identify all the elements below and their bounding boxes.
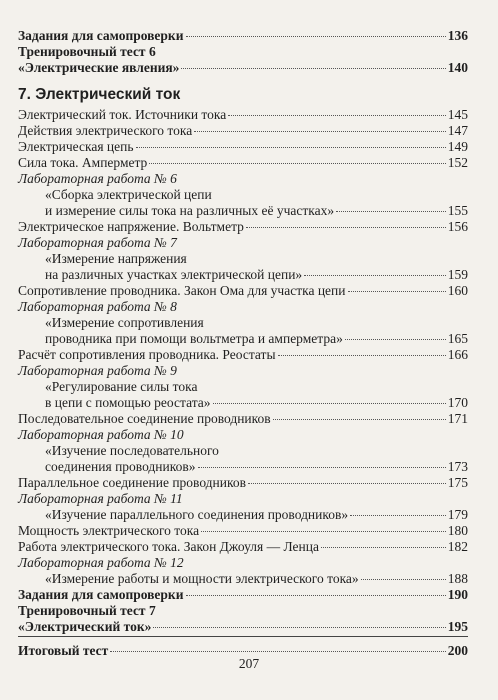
dot-leader [345,339,446,340]
toc-entry-page: 179 [447,507,468,522]
dot-leader [348,291,446,292]
toc-entry-page: 170 [447,395,468,410]
toc-entry [18,411,468,427]
toc-entry-page: 155 [447,203,468,218]
toc-entry-page: 180 [447,523,468,538]
toc-entry [18,427,468,443]
toc-entry-title: Электрическое напряжение. Вольтметр [18,219,244,234]
toc-entry-title: Действия электрического тока [18,123,193,138]
dot-leader [304,275,446,276]
toc-entry [18,123,468,139]
toc-entry-page: 188 [447,571,468,586]
toc-entry-title: «Измерение напряжения [45,251,187,266]
toc-entry-title: в цепи с помощью реостата» [45,395,211,410]
toc-entry-title: Задания для самопроверки [18,28,184,43]
dot-leader [246,227,446,228]
toc-entry-page: 175 [447,475,468,490]
toc-entry [18,107,468,123]
toc-entry-title: Тренировочный тест 6 [18,44,156,59]
toc-entry-title: «Изучение последовательного [45,443,219,458]
toc-entry-title: «Изучение параллельного соединения проводников» [45,507,349,522]
toc-entry [45,443,468,459]
toc-entry [18,139,468,155]
dot-leader [273,419,446,420]
toc-entry [18,171,468,187]
toc-entry-page: 190 [447,587,468,602]
dot-leader [110,651,445,652]
toc-entry [45,331,468,347]
dot-leader [336,211,446,212]
toc-entry [45,395,468,411]
toc-entry [18,347,468,363]
page-number: 207 [238,656,260,671]
toc-entry-title: Лабораторная работа № 7 [18,235,177,250]
dot-leader [198,467,446,468]
toc-entry-page: 152 [447,155,468,170]
toc-entry [18,155,468,171]
toc-entry-title: проводника при помощи вольтметра и амперметра» [45,331,343,346]
toc-entry-title: «Электрический ток» [18,619,152,634]
toc-entry [18,283,468,299]
toc-entry-title: и измерение силы тока на различных её участках» [45,203,335,218]
toc-entry [45,459,468,475]
dot-leader [361,579,446,580]
dot-leader [201,531,446,532]
toc-entry-page: 149 [447,139,468,154]
toc-entry-page: 159 [447,267,468,282]
dot-leader [278,355,446,356]
dot-leader [228,115,446,116]
toc-entry-page: 165 [447,331,468,346]
toc-entry [18,523,468,539]
toc-entry-title: Сила тока. Амперметр [18,155,148,170]
toc-entry-title: Задания для самопроверки [18,587,184,602]
toc-entry-title: Итоговый тест [18,643,109,658]
toc-entry [18,603,468,619]
toc-entry [45,379,468,395]
toc-entry-title: Лабораторная работа № 9 [18,363,177,378]
toc-entry [18,555,468,571]
toc-entry [18,491,468,507]
toc-entry-page: 145 [447,107,468,122]
toc-entry [18,619,468,635]
toc-entry [18,363,468,379]
toc-entry-page: 173 [447,459,468,474]
toc-entry-title: Электрический ток. Источники тока [18,107,227,122]
toc-entry-page: 147 [447,123,468,138]
toc-entry-title: «Регулирование силы тока [45,379,198,394]
toc-entry-title: Последовательное соединение проводников [18,411,271,426]
toc-entry-page: 136 [447,28,468,43]
toc-entry-page: 156 [447,219,468,234]
toc-entry [18,60,468,76]
toc-entry [18,475,468,491]
toc-entry-title: «Измерение сопротивления [45,315,204,330]
toc-entry-title: «Измерение работы и мощности электрического тока» [45,571,359,586]
toc-entry-title: Расчёт сопротивления проводника. Реостаты [18,347,276,362]
toc-entry-title: соединения проводников» [45,459,196,474]
dot-leader [194,131,446,132]
dot-leader [136,147,446,148]
toc-entry [45,267,468,283]
toc-entry [18,587,468,603]
toc-entry-page: 140 [447,60,468,75]
dot-leader [248,483,446,484]
toc-entry-title: «Электрические явления» [18,60,180,75]
toc-entry [45,203,468,219]
toc-entry [45,507,468,523]
toc-entry [45,315,468,331]
dot-leader [181,68,445,69]
toc-entry-title: Мощность электрического тока [18,523,200,538]
dot-leader [186,595,446,596]
dot-leader [153,627,445,628]
toc-entry-title: Параллельное соединение проводников [18,475,246,490]
toc-entry-page: 166 [447,347,468,362]
toc-entry-title: Лабораторная работа № 12 [18,555,184,570]
toc-entry [45,571,468,587]
toc-entry-page: 200 [447,643,468,658]
toc-entry-title: «Сборка электрической цепи [45,187,212,202]
toc-entry-title: Лабораторная работа № 11 [18,491,183,506]
toc-entry [18,299,468,315]
toc-entry [18,44,468,60]
dot-leader [321,547,446,548]
toc-entry-title: Лабораторная работа № 6 [18,171,177,186]
toc-entry-page: 182 [447,539,468,554]
toc-entry [45,251,468,267]
section-heading: 7. Электрический ток [18,86,181,103]
dot-leader [186,36,446,37]
toc-entry-title: Сопротивление проводника. Закон Ома для участка цепи [18,283,346,298]
toc-entry-title: Тренировочный тест 7 [18,603,156,618]
toc-entry-title: Работа электрического тока. Закон Джоуля — Ленца [18,539,319,554]
toc-entry [18,28,468,44]
divider-line [18,636,468,637]
toc-entry-title: Лабораторная работа № 10 [18,427,184,442]
toc-entry [45,187,468,203]
toc-entry-page: 171 [447,411,468,426]
toc-entry [18,539,468,555]
dot-leader [149,163,445,164]
toc-entry-page: 195 [447,619,468,634]
toc-entry-title: Электрическая цепь [18,139,134,154]
toc-entry-page: 160 [447,283,468,298]
toc-entry-title: на различных участках электрической цепи» [45,267,303,282]
dot-leader [213,403,446,404]
toc-entry [18,219,468,235]
toc-entry-title: Лабораторная работа № 8 [18,299,177,314]
dot-leader [350,515,446,516]
toc-entry [18,235,468,251]
